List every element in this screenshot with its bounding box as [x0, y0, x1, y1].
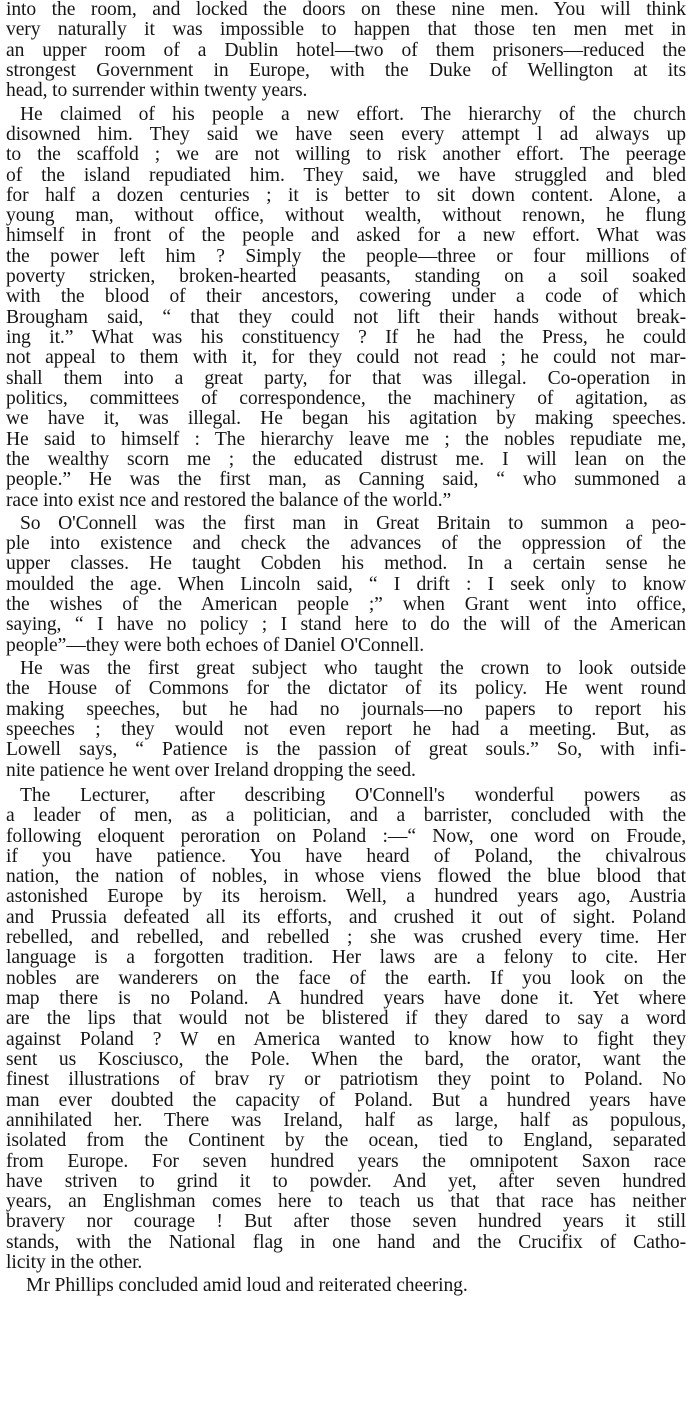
- text-line: isolated from the Continent by the ocean, tied to England, separated: [6, 1130, 686, 1152]
- text-line: map there is no Poland. A hundred years have done it. Yet where: [6, 988, 686, 1009]
- text-line: a leader of men, as a politician, and a barrister, concluded with the: [6, 805, 686, 827]
- text-line: into the room, and locked the doors on these nine men. You will think: [6, 0, 686, 20]
- newspaper-column: [6, 0, 686, 1298]
- text-line: man ever doubted the capacity of Poland. But a hundred years have: [6, 1089, 686, 1111]
- text-line: young man, without office, without wealth, without renown, he flung: [6, 205, 686, 227]
- text-line: head, to surrender within twenty years.: [6, 80, 308, 102]
- text-line: sent us Kosciusco, the Pole. When the bard, the orator, want the: [6, 1048, 686, 1070]
- text-line: of the island repudiated him. They said, we have struggled and bled: [6, 164, 686, 186]
- text-line: race into exist nce and restored the balance of the world.”: [6, 489, 452, 511]
- text-line: we have it, was illegal. He began his agitation by making speeches.: [6, 408, 686, 430]
- paragraph-5: [6, 786, 686, 1274]
- closing-line: Mr Phillips concluded amid loud and reiterated cheering.: [26, 1275, 468, 1297]
- text-line: the power left him ? Simply the people—three or four millions of: [6, 245, 686, 267]
- text-line: the wishes of the American people ;” when Grant went into office,: [6, 594, 686, 616]
- text-line: So O'Connell was the first man in Great Britain to summon a peo-: [20, 512, 686, 534]
- text-line: finest illustrations of brav ry or patriotism they point to Poland. No: [6, 1069, 686, 1091]
- text-line: He said to himself : The hierarchy leave me ; the nobles repudiate me,: [6, 428, 686, 450]
- text-line: himself in front of the people and asked for a new effort. What was: [6, 225, 686, 247]
- text-line: He was the first great subject who taught the crown to look outside: [20, 658, 686, 679]
- text-line: with the blood of their ancestors, cowering under a code of which: [6, 286, 686, 308]
- text-line: not appeal to them with it, for they could not read ; he could not mar-: [6, 347, 686, 369]
- text-line: moulded the age. When Lincoln said, “ I drift : I seek only to know: [6, 573, 686, 595]
- text-line: He claimed of his people a new effort. The hierarchy of the church: [20, 103, 686, 125]
- text-line: the wealthy scorn me ; the educated distrust me. I will lean on the: [6, 448, 686, 470]
- text-line: years, an Englishman comes here to teach us that that race has neither: [6, 1191, 686, 1213]
- text-line: stands, with the National flag in one hand and the Crucifix of Catho-: [6, 1231, 686, 1253]
- paragraph-4: [6, 659, 686, 781]
- text-line: The Lecturer, after describing O'Connell's wonderful powers as: [20, 784, 686, 806]
- text-line: people”—they were both echoes of Daniel O'Connell.: [6, 634, 425, 656]
- text-line: and Prussia defeated all its efforts, and crushed it out of sight. Poland: [6, 906, 686, 928]
- text-line: bravery nor courage ! But after those seven hundred years it still: [6, 1211, 686, 1233]
- paragraph-2: [6, 105, 686, 511]
- text-line: ple into existence and check the advances of the oppression of the: [6, 533, 686, 555]
- text-line: poverty stricken, broken-hearted peasants, standing on a soil soaked: [6, 266, 686, 288]
- text-line: Lowell says, “ Patience is the passion of great souls.” So, with infi-: [6, 739, 686, 761]
- text-line: licity in the other.: [6, 1252, 143, 1274]
- text-line: Brougham said, “ that they could not lift their hands without break-: [6, 306, 686, 328]
- text-line: very naturally it was impossible to happen that those ten men met in: [6, 19, 686, 41]
- text-line: strongest Government in Europe, with the Duke of Wellington at its: [6, 59, 686, 81]
- text-line: shall them into a great party, for that was illegal. Co-operation in: [6, 367, 686, 389]
- text-line: annihilated her. There was Ireland, half as large, half as populous,: [6, 1109, 686, 1131]
- text-line: saying, “ I have no policy ; I stand here to do the will of the American: [6, 614, 686, 636]
- text-line: rebelled, and rebelled, and rebelled ; she was crushed every time. Her: [6, 927, 686, 949]
- text-line: an upper room of a Dublin hotel—two of them prisoners—reduced the: [6, 39, 686, 61]
- paragraph-1: [6, 0, 686, 102]
- text-line: people.” He was the first man, as Canning said, “ who summoned a: [6, 469, 686, 491]
- text-line: upper classes. He taught Cobden his method. In a certain sense he: [6, 553, 686, 575]
- text-line: from Europe. For seven hundred years the omnipotent Saxon race: [6, 1150, 686, 1172]
- text-line: nite patience he went over Ireland dropping the seed.: [6, 759, 416, 781]
- text-line: language is a forgotten tradition. Her laws are a felony to cite. Her: [6, 947, 686, 969]
- text-line: nation, the nation of nobles, in whose viens flowed the blue blood that: [6, 866, 686, 888]
- text-line: politics, committees of correspondence, the machinery of agitation, as: [6, 387, 686, 409]
- text-line: speeches ; they would not even report he had a meeting. But, as: [6, 718, 686, 740]
- text-line: if you have patience. You have heard of Poland, the chivalrous: [6, 845, 686, 867]
- text-line: astonished Europe by its heroism. Well, a hundred years ago, Austria: [6, 886, 686, 908]
- text-line: against Poland ? W en America wanted to know how to fight they: [6, 1028, 686, 1050]
- text-line: ing it.” What was his constituency ? If he had the Press, he could: [6, 327, 686, 348]
- text-line: nobles are wanderers on the face of the earth. If you look on the: [6, 967, 686, 989]
- text-line: for half a dozen centuries ; it is better to sit down content. Alone, a: [6, 184, 686, 206]
- text-line: making speeches, but he had no journals—no papers to report his: [6, 698, 686, 720]
- text-line: disowned him. They said we have seen every attempt l ad always up: [6, 123, 686, 145]
- text-line: to the scaffold ; we are not willing to risk another effort. The peerage: [6, 144, 686, 166]
- text-line: have striven to grind it to powder. And yet, after seven hundred: [6, 1170, 686, 1192]
- text-line: the House of Commons for the dictator of its policy. He went round: [6, 678, 686, 700]
- paragraph-3: [6, 514, 686, 656]
- text-line: are the lips that would not be blistered if they dared to say a word: [6, 1008, 686, 1030]
- text-line: following eloquent peroration on Poland :—“ Now, one word on Froude,: [6, 825, 686, 847]
